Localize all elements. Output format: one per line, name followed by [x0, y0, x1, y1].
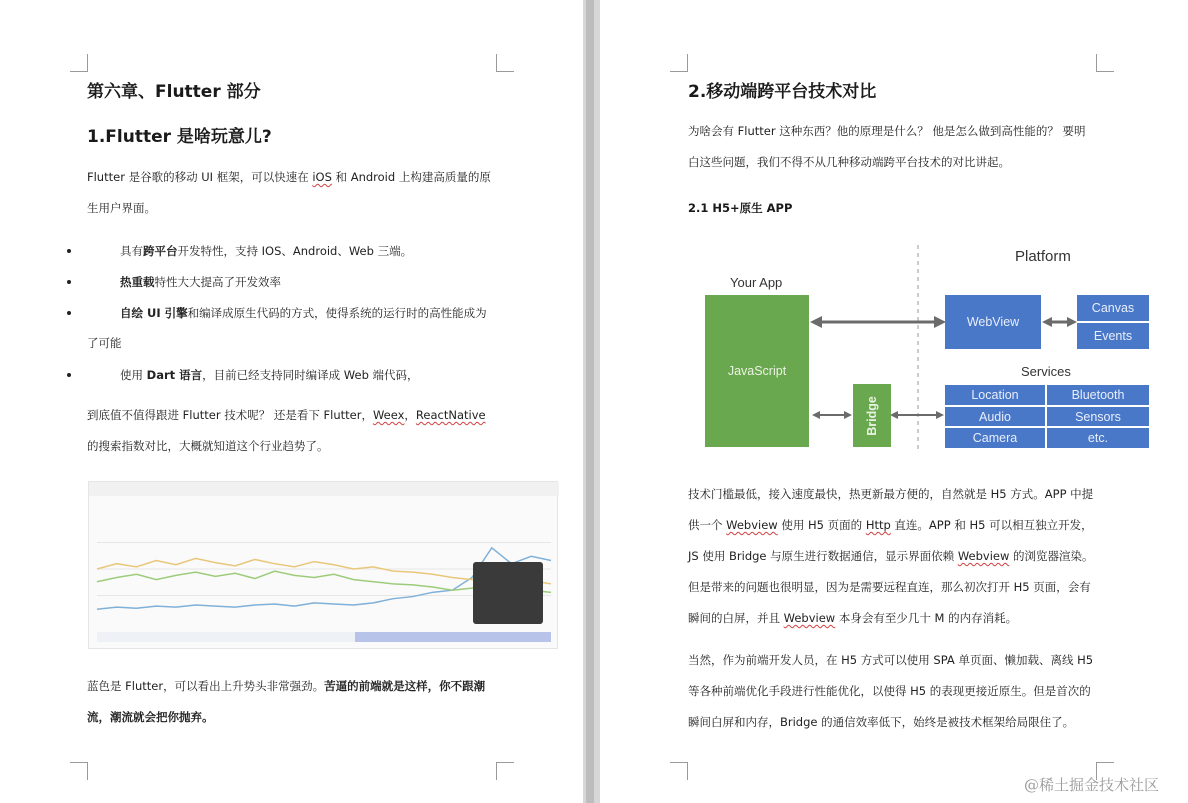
document-page-left [0, 0, 583, 803]
text-line: 技术门槛最低，接入速度最快，热更新最方便的，自然就是 H5 方式。APP 中提 [688, 487, 1094, 501]
text-line: 白这些问题，我们不得不从几种移动端跨平台技术的对比讲起。 [688, 155, 1010, 169]
sensors-box: Sensors [1047, 407, 1149, 426]
audio-box: Audio [945, 407, 1045, 426]
events-box: Events [1077, 323, 1149, 349]
chart-range-selection [355, 632, 551, 642]
arrowhead [810, 316, 822, 328]
bullet-item: 自绘 UI 引擎和编译成原生代码的方式，使得系统的运行时的高性能成为 [120, 306, 487, 320]
right-intro-paragraph [688, 116, 1086, 178]
text-line: 当然，作为前端开发人员，在 H5 方式可以使用 SPA 单页面、懒加载、离线 H5 [688, 653, 1094, 667]
crop-mark [670, 762, 688, 780]
camera-box: Camera [945, 428, 1045, 448]
compare-paragraph [87, 400, 486, 462]
bridge-label: Bridge [865, 395, 879, 436]
javascript-box: JavaScript [705, 295, 809, 447]
optimization-paragraph [688, 645, 1093, 738]
watermark: @稀土掘金技术社区 [1024, 776, 1160, 794]
text-line: 供一个 Webview 使用 H5 页面的 Http 直连。APP 和 H5 可以相互独立开发， [688, 518, 1093, 532]
text-line: 为啥会有 Flutter 这种东西？他的原理是什么？ 他是怎么做到高性能的？ 要明 [688, 124, 1086, 138]
page-gutter [583, 0, 600, 803]
etc-box: etc. [1047, 428, 1149, 448]
arrowhead [1042, 317, 1052, 327]
bullet-item: 热重载特性大大提高了开发效率 [120, 275, 281, 289]
arrowhead [812, 411, 820, 419]
arrowhead [844, 411, 852, 419]
text-line: JS 使用 Bridge 与原生进行数据通信，显示界面依赖 Webview 的浏览器渲染。 [688, 549, 1094, 563]
bullet-icon [67, 249, 71, 253]
bridge-box [853, 384, 891, 447]
bullet-icon [67, 311, 71, 315]
crop-mark [1096, 54, 1114, 72]
text-line: 到底值不值得跟进 Flutter 技术呢？ 还是看下 Flutter，Weex，ReactNative [87, 408, 486, 422]
bullet-item: 具有跨平台开发特性，支持 IOS、Android、Web 三端。 [120, 244, 413, 258]
text-line: 瞬间白屏和内存，Bridge 的通信效率低下，始终是被技术框架给局限住了。 [688, 715, 1075, 729]
intro-paragraph [87, 162, 491, 224]
h5-architecture-diagram [688, 240, 1158, 466]
your-app-label: Your App [730, 275, 783, 290]
chapter-title: 第六章、Flutter 部分 [87, 82, 261, 102]
webview-box: WebView [945, 295, 1041, 349]
text-line: Flutter 是谷歌的移动 UI 框架，可以快速在 iOS 和 Android 上构建高质量的原 [87, 170, 491, 184]
text-line: 蓝色是 Flutter，可以看出上升势头非常强劲。苦逼的前端就是这样，你不跟潮 [87, 679, 486, 693]
chart-header-bar [89, 482, 559, 496]
canvas-box: Canvas [1077, 295, 1149, 321]
bullet-icon [67, 280, 71, 284]
crop-mark [496, 54, 514, 72]
bullet-continuation: 了可能 [87, 336, 122, 350]
arrowhead [936, 411, 944, 419]
section-title-right: 2.移动端跨平台技术对比 [688, 82, 877, 102]
text-line: 生用户界面。 [87, 201, 156, 215]
bullet-item: 使用 Dart 语言，目前已经支持同时编译成 Web 端代码， [120, 368, 419, 382]
section-title: 1.Flutter 是啥玩意儿? [87, 127, 272, 147]
subsection-title: 2.1 H5+原生 APP [688, 201, 793, 215]
conclusion-paragraph [87, 671, 485, 733]
chart-tooltip [473, 562, 543, 624]
crop-mark [496, 762, 514, 780]
crop-mark [670, 54, 688, 72]
arrowhead [1067, 317, 1077, 327]
crop-mark [70, 54, 88, 72]
search-index-trend-chart [88, 481, 558, 649]
text-line: 但是带来的问题也很明显，因为是需要远程直连，那么初次打开 H5 页面，会有 [688, 580, 1091, 594]
text-line: 流，潮流就会把你抛弃。 [87, 710, 214, 724]
arrowhead [890, 411, 898, 419]
services-label: Services [1021, 364, 1071, 379]
platform-label: Platform [1015, 248, 1071, 265]
bullet-icon [67, 373, 71, 377]
h5-description-paragraph [688, 479, 1094, 634]
location-box: Location [945, 385, 1045, 405]
text-line: 等各种前端优化手段进行性能优化，以使得 H5 的表现更接近原生。但是首次的 [688, 684, 1091, 698]
trend-chart-svg [89, 482, 559, 650]
crop-mark [70, 762, 88, 780]
bluetooth-box: Bluetooth [1047, 385, 1149, 405]
text-line: 瞬间的白屏，并且 Webview 本身会有至少几十 M 的内存消耗。 [688, 611, 1018, 625]
text-line: 的搜索指数对比，大概就知道这个行业趋势了。 [87, 439, 329, 453]
